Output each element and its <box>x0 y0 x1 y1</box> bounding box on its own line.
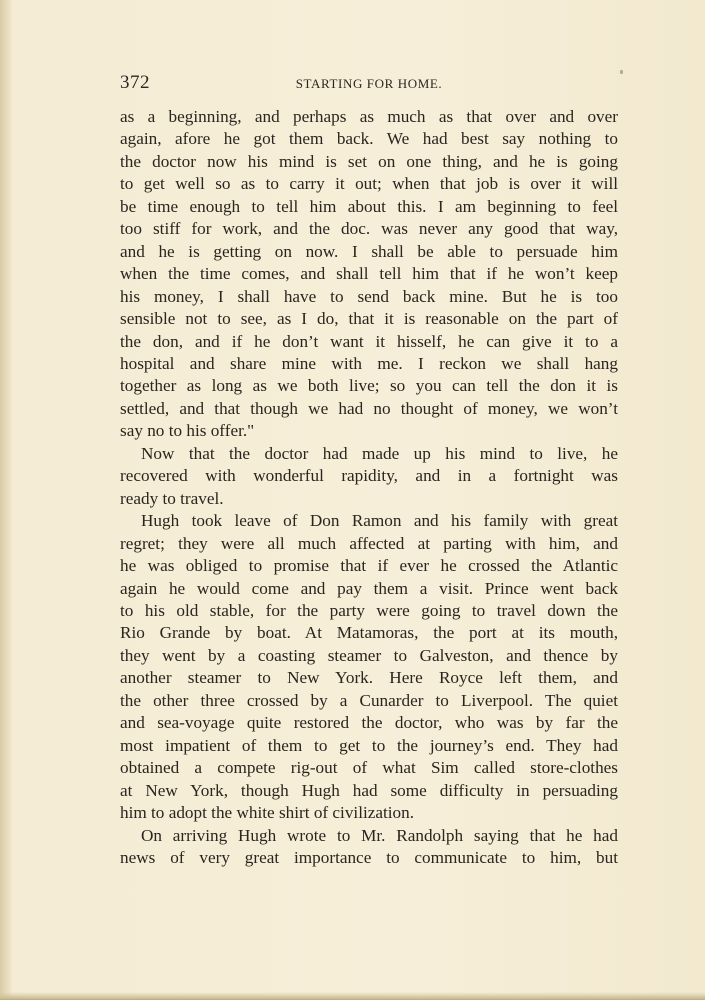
text-line: On arriving Hugh wrote to Mr. Randolph saying that he had <box>141 825 618 845</box>
text-line: regret; they were all much affected at parting with him, and <box>120 533 618 553</box>
text-line: at New York, though Hugh had some difficulty in persuading <box>120 780 618 800</box>
paragraph-1 <box>120 106 618 443</box>
page-binding-shadow <box>0 0 12 1000</box>
text-line: the doctor now his mind is set on one thing, and he is going <box>120 151 618 171</box>
text-line: to get well so as to carry it out; when that job is over it will <box>120 174 618 194</box>
text-line: Now that the doctor had made up his mind to live, he <box>141 443 618 463</box>
text-line: to his old stable, for the party were going to travel down the <box>120 600 618 620</box>
text-line: together as long as we both live; so you can tell the don it is <box>120 376 618 396</box>
paragraph-2 <box>120 443 618 510</box>
text-line: when the time comes, and shall tell him that if he won’t keep <box>120 264 618 284</box>
text-line: too stiff for work, and the doc. was never any good that way, <box>120 219 618 239</box>
text-line: and he is getting on now. I shall be able to persuade him <box>120 241 618 261</box>
text-line: hospital and share mine with me. I reckon we shall hang <box>120 353 618 373</box>
text-line: again he would come and pay them a visit. Prince went back <box>120 578 618 598</box>
page-header <box>120 72 618 98</box>
text-line: him to adopt the white shirt of civilization. <box>120 803 415 823</box>
text-line: and sea-voyage quite restored the doctor, who was by far the <box>120 713 618 733</box>
text-line: they went by a coasting steamer to Galveston, and thence by <box>120 645 618 665</box>
text-line: the don, and if he don’t want it hisself, he can give it to a <box>120 331 618 351</box>
text-line: he was obliged to promise that if ever he crossed the Atlantic <box>120 556 618 576</box>
text-line: obtained a compete rig-out of what Sim called store-clothes <box>120 758 618 778</box>
paragraph-3 <box>120 510 618 824</box>
text-line: ready to travel. <box>120 488 224 508</box>
text-line: recovered with wonderful rapidity, and in a fortnight was <box>120 466 618 486</box>
text-line: his money, I shall have to send back mine. But he is too <box>120 286 618 306</box>
ink-speck <box>620 70 623 74</box>
text-line: another steamer to New York. Here Royce left them, and <box>120 668 618 688</box>
text-line: news of very great importance to communicate to him, but <box>120 847 618 867</box>
text-line: most impatient of them to get to the journey’s end. They had <box>120 735 618 755</box>
page-number: 372 <box>120 72 150 93</box>
text-line: again, afore he got them back. We had best say nothing to <box>120 129 618 149</box>
body-text <box>120 106 618 869</box>
text-line: be time enough to tell him about this. I am beginning to feel <box>120 196 618 216</box>
text-line: settled, and that though we had no thought of money, we won’t <box>120 398 618 418</box>
paragraph-4 <box>120 825 618 870</box>
text-line: Rio Grande by boat. At Matamoras, the port at its mouth, <box>120 623 618 643</box>
running-head: STARTING FOR HOME. <box>295 76 443 91</box>
page-bottom-edge <box>0 992 705 1000</box>
text-line: as a beginning, and perhaps as much as that over and over <box>120 107 618 126</box>
text-line: sensible not to see, as I do, that it is reasonable on the part of <box>120 309 618 329</box>
text-line: Hugh took leave of Don Ramon and his family with great <box>141 511 618 531</box>
text-line: the other three crossed by a Cunarder to Liverpool. The quiet <box>120 690 618 710</box>
text-line: say no to his offer." <box>120 421 255 441</box>
